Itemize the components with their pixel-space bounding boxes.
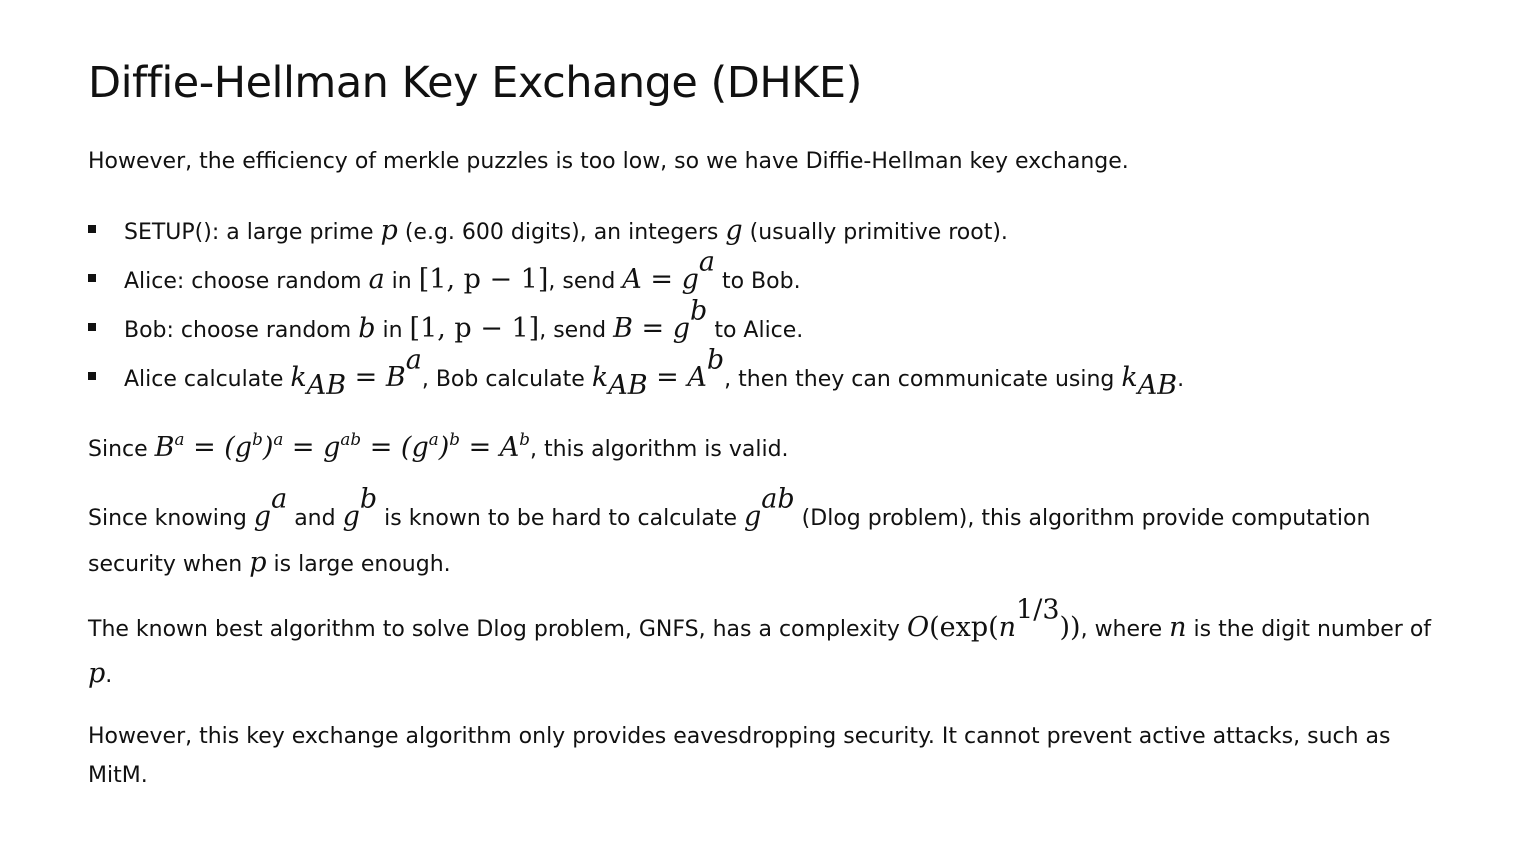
list-item: Bob: choose random b in [1, p − 1], send $B = g^b$ to Alice.	[88, 304, 1184, 353]
bullet-square-icon	[88, 372, 96, 380]
list-item: SETUP(): a large prime p (e.g. 600 digits), an integers g (usually primitive root).	[88, 206, 1184, 255]
list-item: Alice: choose random a in [1, p − 1], send $A = g^a$ to Bob.	[88, 255, 1184, 304]
list-item: Alice calculate $k_{AB} = B^a$, Bob calculate $k_{AB} = A^b$, then they can communicate using $k_{AB}$.	[88, 353, 1184, 402]
closing-paragraph: However, this key exchange algorithm only provides eavesdropping security. It cannot prevent active attacks, such as MitM.	[88, 724, 1391, 788]
bullet-square-icon	[88, 225, 96, 233]
page-title: Diffie-Hellman Key Exchange (DHKE)	[88, 58, 862, 108]
security-paragraph: Since knowing $g^a$ and $g^b$ is known to be hard to calculate $g^{ab}$ (Dlog problem), this algorithm provide computation security when p is large enough.	[88, 483, 1371, 578]
validity-paragraph: Since $B^a = (g^b)^a = g^{ab} = (g^a)^b = A^b$, this algorithm is valid.	[88, 429, 789, 463]
protocol-steps-list	[88, 206, 1184, 402]
bullet-square-icon	[88, 323, 96, 331]
gnfs-paragraph: The known best algorithm to solve Dlog problem, GNFS, has a complexity $O(\exp(n^{1/3}))$, where n is the digit number of p.	[88, 594, 1432, 689]
bullet-square-icon	[88, 274, 96, 282]
intro-paragraph: However, the efficiency of merkle puzzles is too low, so we have Diffie-Hellman key exchange.	[88, 149, 1129, 174]
validity-equation: $B^a = (g^b)^a = g^{ab} = (g^a)^b = A^b$	[154, 429, 530, 463]
